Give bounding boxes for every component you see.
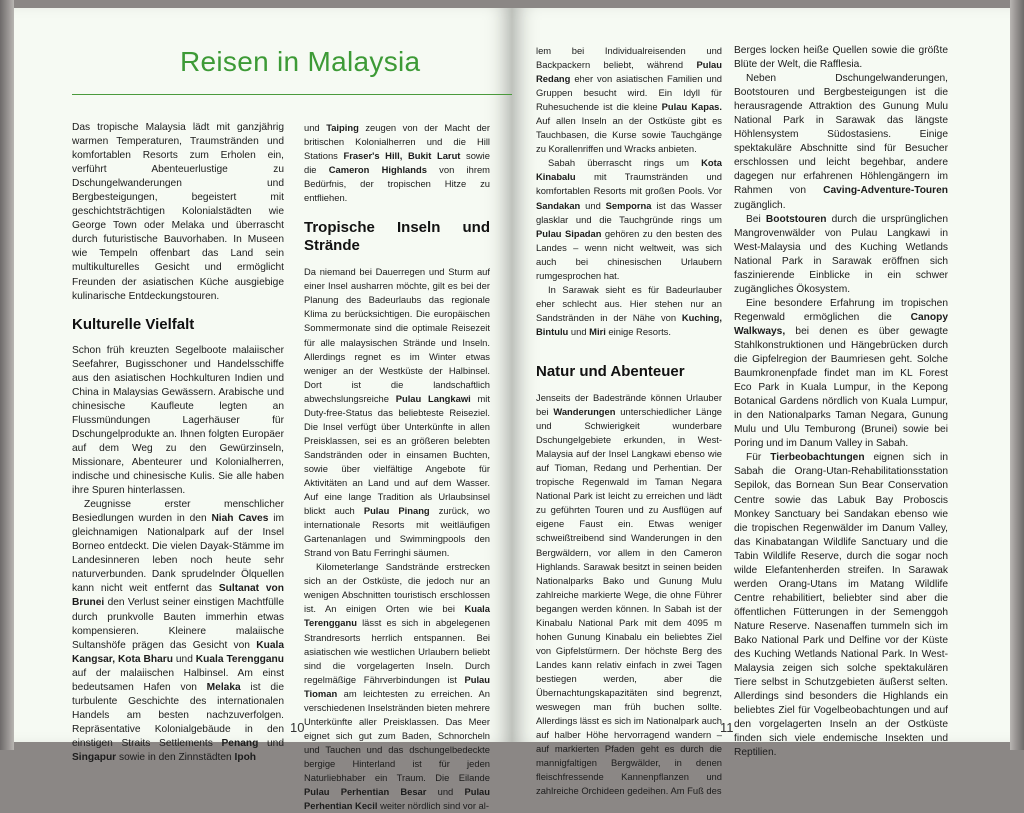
book-edge-right <box>1010 0 1024 750</box>
column-4 <box>734 44 948 760</box>
paragraph: Für Tierbeobachtungen eignen sich in Sabah die Orang-Utan-Rehabilitationsstation Sepilok, das Bornean Sun Bear Conservation Centre sowie das Labuk Bay Proboscis Monkey Sanctuary bei Sandakan ebenso wie die tropischen Regenwälder im Danum Valley, das Kinabatangan Wildlife Sanctuary und die Tabin Wildlife Reserve, durch die sogar noch wilde Elefantenherden streifen. In Sarawak werden Orang-Utans im Matang Wildlife Centre rehabilitiert, beliebter sind aber die öffentlichen Fütterungen in der Semenggoh Nature Reserve. Nasenaffen tummeln sich im Bako National Park und Delfine vor der Küste des Kuching Wetlands National Park. In West-Malaysia zeigen sich solche spektakulären Tiere selbst in Schutzgebieten äußerst selten. Allerdings sind besonders die Highlands ein beliebtes Ziel für Vogelbeobachtungen und auf den vorgelagerten Inseln an der Ostküste finden sich viele endemische Insekten und Reptilien. <box>734 452 948 759</box>
intro-paragraph: Das tropische Malaysia lädt mit ganzjährig warmen Temperaturen, Traumstränden und komfortablen Resorts zum Erholen ein, verführt Abenteuerlustige zu Dschungelwanderungen und Bergbesteigungen, begeistert mit geschichtsträchtigen Kolonialstädten wie George Town oder Melaka und überrascht durch futuristische Bauvorhaben. In Museen wie Tempeln offenbart das Land sein multikulturelles Gesicht und ermöglicht Freunden der asiatischen Küche ausgiebige kulinarische Entdeckungstouren. <box>72 122 284 302</box>
paragraph: lem bei Individualreisenden und Backpackern beliebt, während Pulau Redang eher von asiatischen Familien und Gruppen besucht wird. Ein Idyll für Ruhesuchende ist die kleine Pulau Kapas. Auf allen Inseln an der Ostküste gibt es Tauchbasen, die Kurse sowie Tauchgänge zu Korallenriffen und Wracks anbieten. <box>536 45 722 155</box>
paragraph: In Sarawak sieht es für Badeurlauber eher schlecht aus. Hier stehen nur an Sandstränden in der Nähe von Kuching, Bintulu und Miri einige Resorts. <box>536 283 722 337</box>
paragraph: Schon früh kreuzten Segelboote malaiischer Seefahrer, Bugisschoner und Handelsschiffe aus den asiatischen Hochkulturen Indien und China in Malaysias Gewässern. Arabische und chinesische Kaufleute legten an Flussmündungen Lagerhäuser für Dschungelprodukte an. Ihnen folgten Europäer auf dem Weg zu den Gewürzinseln, Missionare, Abenteurer und Kolonialherren, indische und chinesische Kulis. Sie alle haben ihre Spuren hinterlassen. <box>72 344 284 497</box>
title-rule <box>72 94 512 95</box>
paragraph: Bei Bootstouren durch die ursprünglichen Mangrovenwälder von Pulau Langkawi in West-Malaysia und des Kuching Wetlands National Park in Sarawak eröffnen sich faszinierende Einblicke in ein schwer zugängliches Ökosystem. <box>734 213 948 295</box>
paragraph: Berges locken heiße Quellen sowie die größte Blüte der Welt, die Rafflesia. <box>734 45 948 71</box>
heading-tropische-inseln: Tropische Inseln und Strände <box>304 219 490 255</box>
column-1 <box>72 121 284 765</box>
paragraph: Neben Dschungelwanderungen, Bootstouren und Bergbesteigungen ist die herausragende Attraktion des Gunung Mulu National Park in Sarawak das längste Höhlensystem Südostasiens. Einige spektakuläre Abschnitte sind für Besucher erschlossen und leicht begehbar, andere dagegen nur erfahrenen Höhlengängern im Rahmen von Caving-Adventure-Touren zugänglich. <box>734 73 948 211</box>
right-page <box>512 8 1010 797</box>
column-2 <box>304 121 490 813</box>
paragraph: und Taiping zeugen von der Macht der britischen Kolonialherren und die Hill Stations Fraser's Hill, Bukit Larut sowie die Cameron Highlands von ihrem Bedürfnis, der tropischen Hitze zu entfliehen. <box>304 122 491 204</box>
page-number-right: 11 <box>720 720 734 735</box>
paragraph: Jenseits der Badestrände können Urlauber bei Wanderungen unterschiedlicher Länge und Schwierigkeit wunderbare Dschungelgebiete erkunden, in West-Malaysia auf der Insel Langkawi ebenso wie auf Tioman, Redang und Perhentian. Der tropische Regenwald im Taman Negara National Park ist leicht zu erreichen und lädt zu geführten Touren und zu Ausflügen auf eigene Faust ein. Etwas weniger schweißtreibend sind Wanderungen in den Bergwäldern, vor allem in den Cameron Highlands. Sarawak besitzt in seinen beiden Nationalparks Bako und Gunung Mulu zahlreiche markierte Wege, die ohne Führer begangen werden können. In Sabah ist der Kinabalu National Park mit dem 4095 m hohen Gunung Kinabalu ein beliebtes Ziel von Gipfelstürmern. Der höchste Berg des Landes kann relativ einfach in zwei Tagen bestiegen werden, aber die Übernachtungskapazitäten sind begrenzt, weswegen man früh buchen sollte. Allerdings lässt es sich im Nationalpark auch auf halber Höhe hervorragend wandern – auf markierten Pfaden geht es durch die mannigfaltigen Bergwälder, in denen fleischfressende Kannenpflanzen und zahlreiche Orchideen gedeihen. Am Fuß des <box>536 391 722 797</box>
heading-natur-abenteuer: Natur und Abenteuer <box>536 362 685 380</box>
paragraph: Sabah überrascht rings um Kota Kinabalu mit Traumstränden und komfortablen Resorts mit großen Pools. Vor Sandakan und Semporna ist das Wasser glasklar und die Tauchgründe rings um Pulau Sipadan gehören zu den besten des Landes – wenn nicht weltweit, was sich auch bei chinesischen Urlaubern rumgesprochen hat. <box>536 157 722 281</box>
column-3 <box>536 44 722 798</box>
left-page <box>14 8 512 812</box>
page-number-left: 10 <box>290 720 305 735</box>
heading-kulturelle-vielfalt: Kulturelle Vielfalt <box>72 315 195 333</box>
paragraph: Kilometerlange Sandstrände erstrecken sich an der Ostküste, die jedoch nur an wenigen Abschnitten touristisch erschlossen ist. An einigen Orten wie bei Kuala Terengganu lässt es sich in abgelegenen Strandresorts herrlich entspannen. Bei asiatischen wie westlichen Urlaubern beliebt sind die vorgelagerten Inseln. Durch regelmäßige Fährverbindungen ist Pulau Tioman am leichtesten zu erreichen. An verschiedenen Inselstränden bieten mehrere Unterkünfte aller Preisklassen. Das Meer eignet sich gut zum Baden, Schnorcheln und Tauchen und das dschungelbedeckte bergige Hinterland ist für jeden Naturliebhaber ein Traum. Die Eilande Pulau Perhentian Besar und Pulau Perhentian Kecil weiter nördlich sind vor al- <box>304 561 490 812</box>
book-edge-left <box>0 0 14 750</box>
paragraph: Eine besondere Erfahrung im tropischen Regenwald ermöglichen die Canopy Walkways, bei denen es über gewagte Stahlkonstruktionen und Hängebrücken durch die Gipfelregion der Baumriesen geht. Solche Baumkronenpfade findet man im KL Forest Eco Park in Kuala Lumpur, in the Kepong Botanical Gardens nördlich von Kuala Lumpur, in den Nationalparks Taman Negara, Gunung Mulu und Ulu Temburong (Brunei) sowie bei Poring und im Danum Valley in Sabah. <box>734 297 948 450</box>
paragraph: Zeugnisse erster menschlicher Besiedlungen wurden in den Niah Caves im gleichnamigen Nationalpark auf der Insel Borneo entdeckt. Die vielen Dayak-Stämme im Landesinneren leben noch heute sehr naturverbunden. Dank sprudelnder Ölquellen kann nicht weit entfernt das Sultanat von Brunei den Verlust seiner einstigen Machtfülle durch prunkvolle Bauten immerhin etwas kompensieren. Kleinere malaiische Sultanshöfe prägen das Gesicht von Kuala Kangsar, Kota Bharu und Kuala Terengganu auf der malaiischen Halbinsel. Am einst bedeutsamen Hafen von Melaka ist die turbulente Geschichte des internationalen Handels am besten nachzuverfolgen. Repräsentative Kolonialgebäude in den einstigen Straits Settlements Penang und Singapur sowie in den Zinnstädten Ipoh <box>72 499 284 763</box>
page-title: Reisen in Malaysia <box>180 46 421 77</box>
paragraph: Da niemand bei Dauerregen und Sturm auf einer Insel ausharren möchte, gilt es bei der Planung des Badeurlaubs das regionale Klima zu berücksichtigen. Die europäischen Sommermonate sind die optimale Reisezeit für alle malaysischen Strände und Inseln. Allerdings regnet es im Winter etwas weniger an der Westküste der Halbinsel. Dort ist die landschaftlich abwechslungsreiche Pulau Langkawi mit Duty-free-Status das beliebteste Reiseziel. Die Insel verfügt über Unterkünfte in allen Preisklassen, sei es an größeren belebten Sandstränden oder in einsamen Buchten, sowie über vielfältige Angebote für Aktivitäten an Land und auf dem Wasser. Auf eine lange Tradition als Urlaubsinsel blickt auch Pulau Pinang zurück, wo internationale Resorts mit weitläufigen Gartenanlagen und Swimmingpools den Strand von Batu Ferringhi säumen. <box>304 266 490 559</box>
